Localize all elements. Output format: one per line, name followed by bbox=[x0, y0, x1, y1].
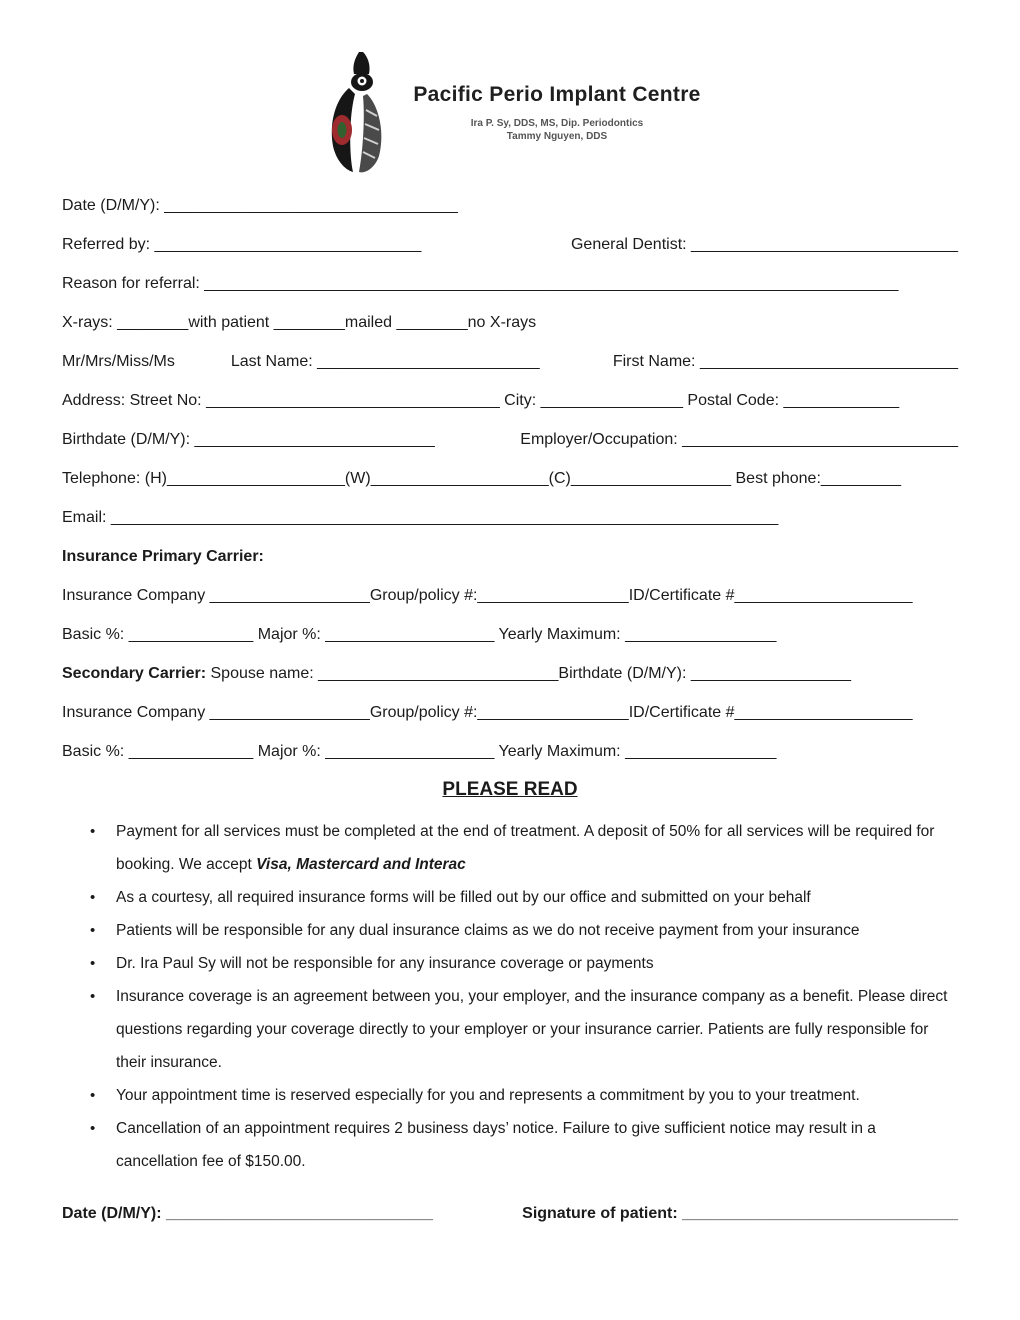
notice-text-doctor-responsibility: Dr. Ira Paul Sy will not be responsible for any insurance coverage or payments bbox=[116, 955, 654, 972]
patient-signature-label: Signature of patient: bbox=[522, 1205, 683, 1222]
street-label: Address: Street No: bbox=[62, 392, 207, 409]
general-dentist-label: General Dentist: bbox=[570, 236, 692, 253]
secondary-basic-label: Basic %: bbox=[62, 743, 129, 760]
spouse-birthdate-label: Birthdate (D/M/Y): bbox=[558, 665, 691, 682]
last-name-blank: _________________________ bbox=[317, 353, 540, 370]
row-secondary-company bbox=[62, 701, 958, 725]
best-phone-blank: _________ bbox=[820, 470, 901, 487]
primary-yearly-label: Yearly Maximum: bbox=[494, 626, 626, 643]
secondary-major-label: Major %: bbox=[253, 743, 326, 760]
xrays-blank-2: ________ bbox=[273, 314, 345, 331]
bullet-icon: • bbox=[90, 988, 96, 1005]
notice-item-payment bbox=[90, 815, 958, 881]
please-read-heading: PLEASE READ bbox=[442, 779, 578, 800]
city-blank: ________________ bbox=[540, 392, 683, 409]
xrays-blank-3: ________ bbox=[396, 314, 468, 331]
email-blank: ___________________________________________________________________________ bbox=[110, 509, 779, 526]
row-date bbox=[62, 194, 958, 218]
city-label: City: bbox=[499, 392, 541, 409]
clinic-header-text bbox=[413, 83, 700, 143]
telephone-cell-label: (C) bbox=[548, 470, 571, 487]
notice-item-courtesy bbox=[90, 881, 958, 914]
telephone-home-blank: ____________________ bbox=[166, 470, 345, 487]
primary-company-label: Insurance Company bbox=[62, 587, 210, 604]
primary-company-blank: __________________ bbox=[209, 587, 370, 604]
referred-by-label: Referred by: bbox=[62, 236, 155, 253]
primary-group-blank: _________________ bbox=[477, 587, 629, 604]
primary-id-label: ID/Certificate # bbox=[628, 587, 735, 604]
primary-major-blank: ___________________ bbox=[325, 626, 495, 643]
bullet-icon: • bbox=[90, 922, 96, 939]
spouse-birthdate-blank: __________________ bbox=[690, 665, 852, 682]
secondary-yearly-label: Yearly Maximum: bbox=[494, 743, 626, 760]
primary-major-label: Major %: bbox=[253, 626, 326, 643]
row-signature bbox=[62, 1202, 958, 1226]
notice-text-cancellation: Cancellation of an appointment requires 2 business days’ notice. Failure to give sufficient notice may result in a cancellation fee of $150.00. bbox=[116, 1120, 876, 1170]
row-telephone bbox=[62, 467, 958, 491]
notice-item-dual-claims bbox=[90, 914, 958, 947]
date-blank: _________________________________ bbox=[164, 197, 458, 214]
clinic-logo-icon bbox=[319, 50, 403, 176]
telephone-cell-blank: __________________ bbox=[570, 470, 732, 487]
row-primary-percentages bbox=[62, 623, 958, 647]
xrays-blank-1: ________ bbox=[117, 314, 189, 331]
postal-code-label: Postal Code: bbox=[682, 392, 784, 409]
row-secondary-carrier bbox=[62, 662, 958, 686]
secondary-group-label: Group/policy #: bbox=[369, 704, 478, 721]
postal-code-blank: _____________ bbox=[783, 392, 900, 409]
birthdate-field bbox=[62, 428, 435, 452]
salutation-label: Mr/Mrs/Miss/Ms bbox=[62, 353, 175, 370]
telephone-work-label: (W) bbox=[344, 470, 371, 487]
signature-date-blank: ______________________________ bbox=[166, 1205, 433, 1222]
reason-label: Reason for referral: bbox=[62, 275, 205, 292]
telephone-work-blank: ____________________ bbox=[370, 470, 549, 487]
clinic-doctor-line-1: Ira P. Sy, DDS, MS, Dip. Periodontics bbox=[470, 118, 644, 129]
notice-item-coverage-agreement bbox=[90, 980, 958, 1079]
referred-by-field bbox=[62, 233, 421, 257]
row-address bbox=[62, 389, 958, 413]
primary-id-blank: ____________________ bbox=[734, 587, 913, 604]
notice-item-appointment-time bbox=[90, 1079, 958, 1112]
secondary-yearly-blank: _________________ bbox=[625, 743, 777, 760]
row-birthdate-employer bbox=[62, 428, 958, 452]
general-dentist-field bbox=[571, 233, 958, 257]
employer-blank: _______________________________ bbox=[682, 431, 958, 448]
email-label: Email: bbox=[62, 509, 111, 526]
secondary-id-label: ID/Certificate # bbox=[628, 704, 735, 721]
signature-date-label: Date (D/M/Y): bbox=[62, 1205, 166, 1222]
notice-text-coverage-agreement: Insurance coverage is an agreement between you, your employer, and the insurance company as a benefit. Please direct questions regarding your coverage directly to your employer or your insurance carrier. Patients are fully responsible for their insurance. bbox=[116, 988, 948, 1071]
general-dentist-blank: ______________________________ bbox=[691, 236, 958, 253]
notice-text-dual-claims: Patients will be responsible for any dual insurance claims as we do not receive payment from your insurance bbox=[116, 922, 860, 939]
xrays-label: X-rays: bbox=[62, 314, 118, 331]
primary-carrier-heading: Insurance Primary Carrier: bbox=[62, 548, 264, 565]
primary-yearly-blank: _________________ bbox=[625, 626, 777, 643]
row-primary-company bbox=[62, 584, 958, 608]
clinic-doctor-line-2: Tammy Nguyen, DDS bbox=[506, 131, 608, 142]
secondary-carrier-heading: Secondary Carrier: bbox=[62, 665, 207, 682]
secondary-id-blank: ____________________ bbox=[734, 704, 913, 721]
best-phone-label: Best phone: bbox=[731, 470, 821, 487]
street-blank: _________________________________ bbox=[206, 392, 500, 409]
notice-item-cancellation bbox=[90, 1112, 958, 1178]
secondary-company-blank: __________________ bbox=[209, 704, 370, 721]
row-email bbox=[62, 506, 958, 530]
form-fields bbox=[62, 194, 958, 1226]
signature-date-field bbox=[62, 1202, 433, 1226]
bullet-icon: • bbox=[90, 955, 96, 972]
notice-text-payment-emphasis: Visa, Mastercard and Interac bbox=[256, 856, 466, 873]
secondary-major-blank: ___________________ bbox=[325, 743, 495, 760]
xrays-with-patient-label: with patient bbox=[188, 314, 274, 331]
date-label: Date (D/M/Y): bbox=[62, 197, 165, 214]
last-name-label: Last Name: bbox=[230, 353, 318, 370]
notice-list bbox=[62, 815, 958, 1178]
notice-text-payment bbox=[116, 815, 958, 881]
row-xrays bbox=[62, 311, 958, 335]
secondary-basic-blank: ______________ bbox=[128, 743, 254, 760]
employer-field bbox=[520, 428, 958, 452]
row-referral bbox=[62, 233, 958, 257]
primary-basic-label: Basic %: bbox=[62, 626, 129, 643]
clinic-header bbox=[62, 0, 958, 176]
row-secondary-percentages bbox=[62, 740, 958, 764]
xrays-mailed-label: mailed bbox=[344, 314, 397, 331]
notice-text-payment-body: Payment for all services must be completed at the end of treatment. A deposit of 50% for all services will be required for booking. We accept bbox=[116, 823, 935, 873]
patient-signature-field bbox=[522, 1202, 958, 1226]
notice-text-courtesy: As a courtesy, all required insurance forms will be filled out by our office and submitted on your behalf bbox=[116, 889, 811, 906]
xrays-none-label: no X-rays bbox=[467, 314, 537, 331]
referred-by-blank: ______________________________ bbox=[154, 236, 422, 253]
row-reason bbox=[62, 272, 958, 296]
secondary-company-label: Insurance Company bbox=[62, 704, 210, 721]
bullet-icon: • bbox=[90, 889, 96, 906]
first-name-label: First Name: bbox=[612, 353, 700, 370]
row-name bbox=[62, 350, 958, 374]
bullet-icon: • bbox=[90, 1087, 96, 1104]
bullet-icon: • bbox=[90, 823, 96, 840]
first-name-field bbox=[613, 350, 958, 374]
telephone-home-label: Telephone: (H) bbox=[62, 470, 167, 487]
bullet-icon: • bbox=[90, 1120, 96, 1137]
notice-text-appointment-time: Your appointment time is reserved especially for you and represents a commitment by you to your treatment. bbox=[116, 1087, 860, 1104]
secondary-group-blank: _________________ bbox=[477, 704, 629, 721]
spouse-name-blank: ___________________________ bbox=[318, 665, 559, 682]
employer-label: Employer/Occupation: bbox=[520, 431, 683, 448]
reason-blank: ______________________________________________________________________________ bbox=[204, 275, 899, 292]
name-left-group bbox=[62, 350, 540, 374]
patient-signature-blank: _______________________________ bbox=[682, 1205, 958, 1222]
primary-basic-blank: ______________ bbox=[128, 626, 254, 643]
first-name-blank: _____________________________ bbox=[699, 353, 958, 370]
birthdate-blank: ___________________________ bbox=[194, 431, 435, 448]
primary-group-label: Group/policy #: bbox=[369, 587, 478, 604]
clinic-name: Pacific Perio Implant Centre bbox=[413, 83, 701, 106]
spouse-name-label: Spouse name: bbox=[206, 665, 319, 682]
notice-item-doctor-responsibility bbox=[90, 947, 958, 980]
birthdate-label: Birthdate (D/M/Y): bbox=[62, 431, 195, 448]
